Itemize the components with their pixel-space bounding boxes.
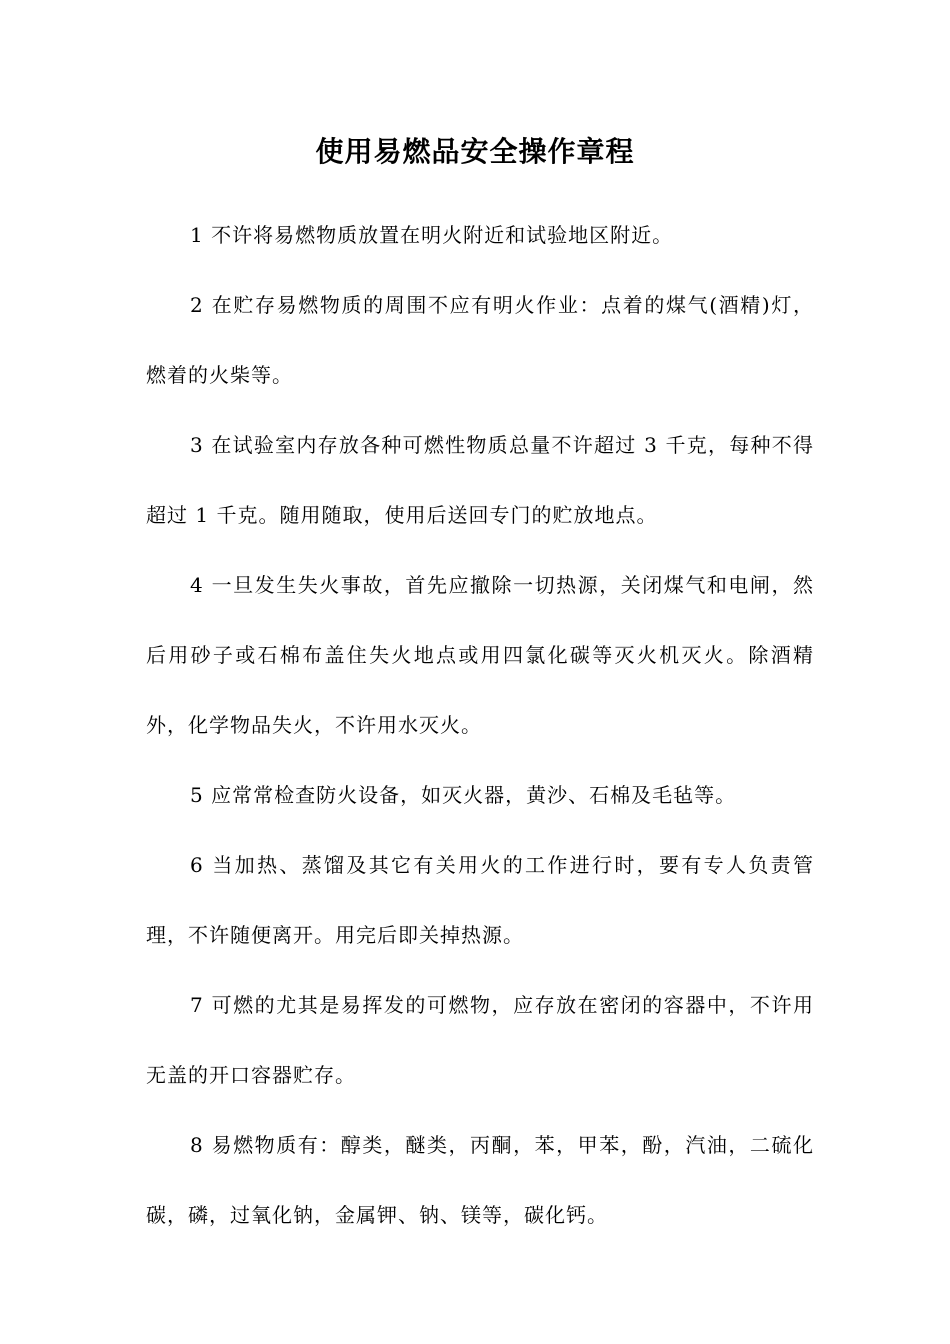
document-body [146, 200, 814, 1250]
paragraph-1: 1 不许将易燃物质放置在明火附近和试验地区附近。 [190, 223, 674, 247]
paragraph-8: 8 易燃物质有：醇类，醚类，丙酮，苯，甲苯，酚，汽油，二硫化碳，磷，过氧化钠，金属钾、钠、镁等，碳化钙。 [146, 1133, 814, 1227]
paragraph-2: 2 在贮存易燃物质的周围不应有明火作业：点着的煤气(酒精)灯，燃着的火柴等。 [146, 293, 814, 387]
document-title: 使用易燃品安全操作章程 [315, 135, 635, 168]
paragraph-4: 4 一旦发生失火事故，首先应撤除一切热源，关闭煤气和电闸，然后用砂子或石棉布盖住失火地点或用四氯化碳等灭火机灭火。除酒精外，化学物品失火，不许用水灭火。 [146, 573, 814, 737]
paragraph-5: 5 应常常检查防火设备，如灭火器，黄沙、石棉及毛毡等。 [190, 783, 737, 807]
paragraph-3: 3 在试验室内存放各种可燃性物质总量不许超过 3 千克，每种不得超过 1 千克。随用随取，使用后送回专门的贮放地点。 [146, 433, 814, 527]
paragraph-6: 6 当加热、蒸馏及其它有关用火的工作进行时，要有专人负责管理，不许随便离开。用完后即关掉热源。 [146, 853, 814, 947]
paragraph-7: 7 可燃的尤其是易挥发的可燃物，应存放在密闭的容器中，不许用无盖的开口容器贮存。 [146, 993, 814, 1087]
